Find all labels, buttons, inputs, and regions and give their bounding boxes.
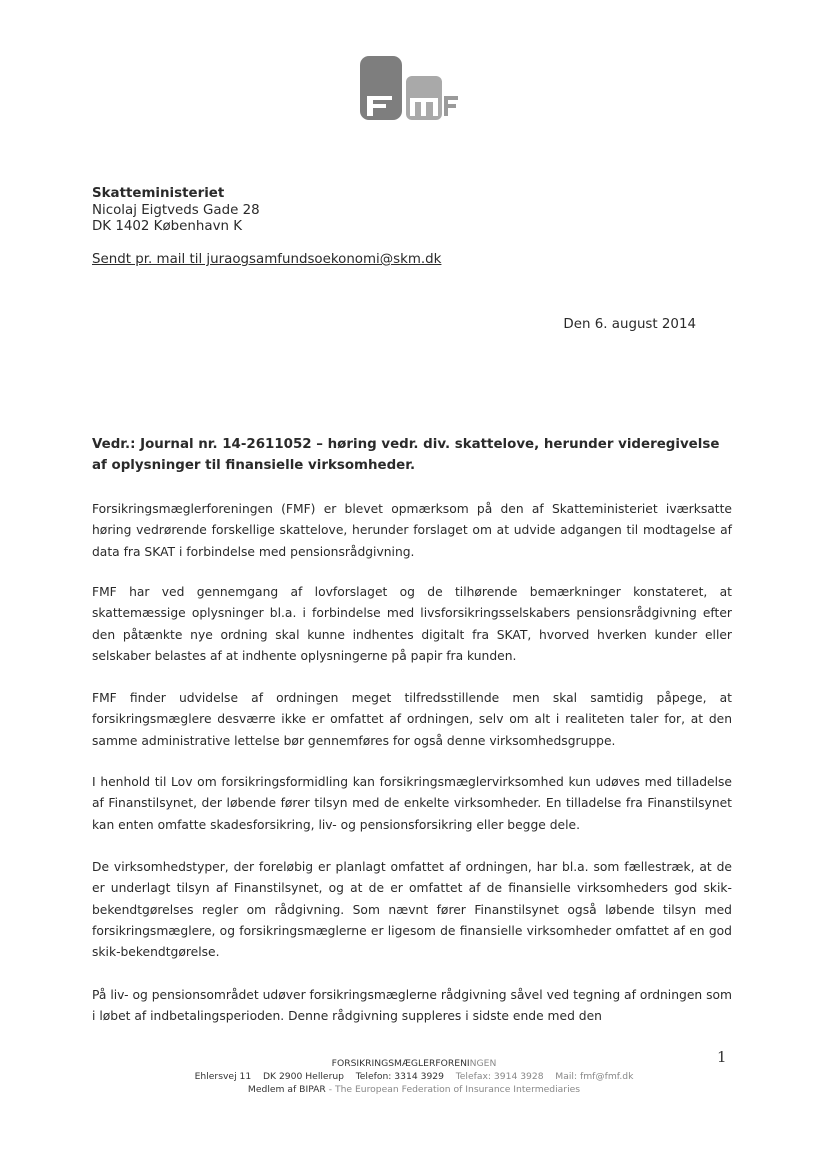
footer-membership: Medlem af BIPAR - The European Federation of Insurance Intermediaries (247, 1084, 581, 1095)
footer-email: Mail: fmf@fmf.dk (555, 1071, 634, 1082)
recipient-street: Nicolaj Eigtveds Gade 28 (92, 202, 260, 218)
recipient-org: Skatteministeriet (92, 186, 225, 201)
recipient-address (92, 186, 260, 236)
body-paragraph: Forsikringsmæglerforeningen (FMF) er blevet opmærksom på den af Skatteministeriet iværksatte høring vedrørende forskellige skattelove, herunder forslaget om at udvide adgangen til modtagelse af data fra SKAT i forbindelse med pensionsrådgivning. (92, 502, 732, 559)
sent-by-mail-note: Sendt pr. mail til juraogsamfundsoekonomi@skm.dk (92, 252, 442, 267)
footer-fax: Telefax: 3914 3928 (455, 1071, 544, 1082)
letter-date: Den 6. august 2014 (563, 317, 696, 332)
body-paragraph: I henhold til Lov om forsikringsformidling kan forsikringsmæglervirksomhed kun udøves med tilladelse af Finanstilsynet, der løbende fører tilsyn med de enkelte virksomheder. En tilladelse fra Finanstilsynet kan enten omfatte skadesforsikring, liv- og pensionsforsikring eller begge dele. (92, 775, 732, 832)
fmf-logo (358, 54, 458, 124)
footer-contact (0, 1071, 828, 1083)
footer-address: Ehlersvej 11 (194, 1071, 252, 1082)
body-paragraph: FMF finder udvidelse af ordningen meget tilfredsstillende men skal samtidig påpege, at forsikringsmæglere desværre ikke er omfattet af ordningen, selv om alt i realiteten taler for, at den samme administrative lettelse bør gennemføres for også denne virksomhedsgruppe. (92, 691, 732, 748)
footer-postal: DK 2900 Hellerup (262, 1071, 345, 1082)
page-number: 1 (717, 1048, 727, 1066)
body-paragraph: De virksomhedstyper, der foreløbig er planlagt omfattet af ordningen, har bl.a. som fællestræk, at de er underlagt tilsyn af Finanstilsynet, og at de er omfattet af de finansielle virksomheders god skik-bekendtgørelses regler om rådgivning. Som nævnt fører Finanstilsynet også løbende tilsyn med forsikringsmæglere, og forsikringsmæglerne er ligesom de finansielle virksomheder omfattet af en god skik-bekendtgørelse. (92, 860, 732, 960)
footer-phone: Telefon: 3314 3929 (355, 1071, 444, 1082)
letter-subject: Vedr.: Journal nr. 14-2611052 – høring vedr. div. skattelove, herunder videregivelse af oplysninger til finansielle virksomheder. (92, 437, 720, 473)
body-paragraph: FMF har ved gennemgang af lovforslaget og de tilhørende bemærkninger konstateret, at skattemæssige oplysninger bl.a. i forbindelse med livsforsikringsselskabers pensionsrådgivning efter den påtænkte nye ordning skal kunne indhentes digitalt fra SKAT, hvorved hverken kunder eller selskaber belastes af at indhente oplysningerne på papir fra kunden. (92, 585, 732, 663)
body-paragraph: På liv- og pensionsområdet udøver forsikringsmæglerne rådgivning såvel ved tegning af ordningen som i løbet af indbetalingsperioden. Denne rådgivning suppleres i sidste ende med den (92, 988, 732, 1024)
recipient-city: DK 1402 København K (92, 219, 243, 234)
footer-org-name: FORSIKRINGSMÆGLERFORENINGEN (331, 1058, 497, 1069)
